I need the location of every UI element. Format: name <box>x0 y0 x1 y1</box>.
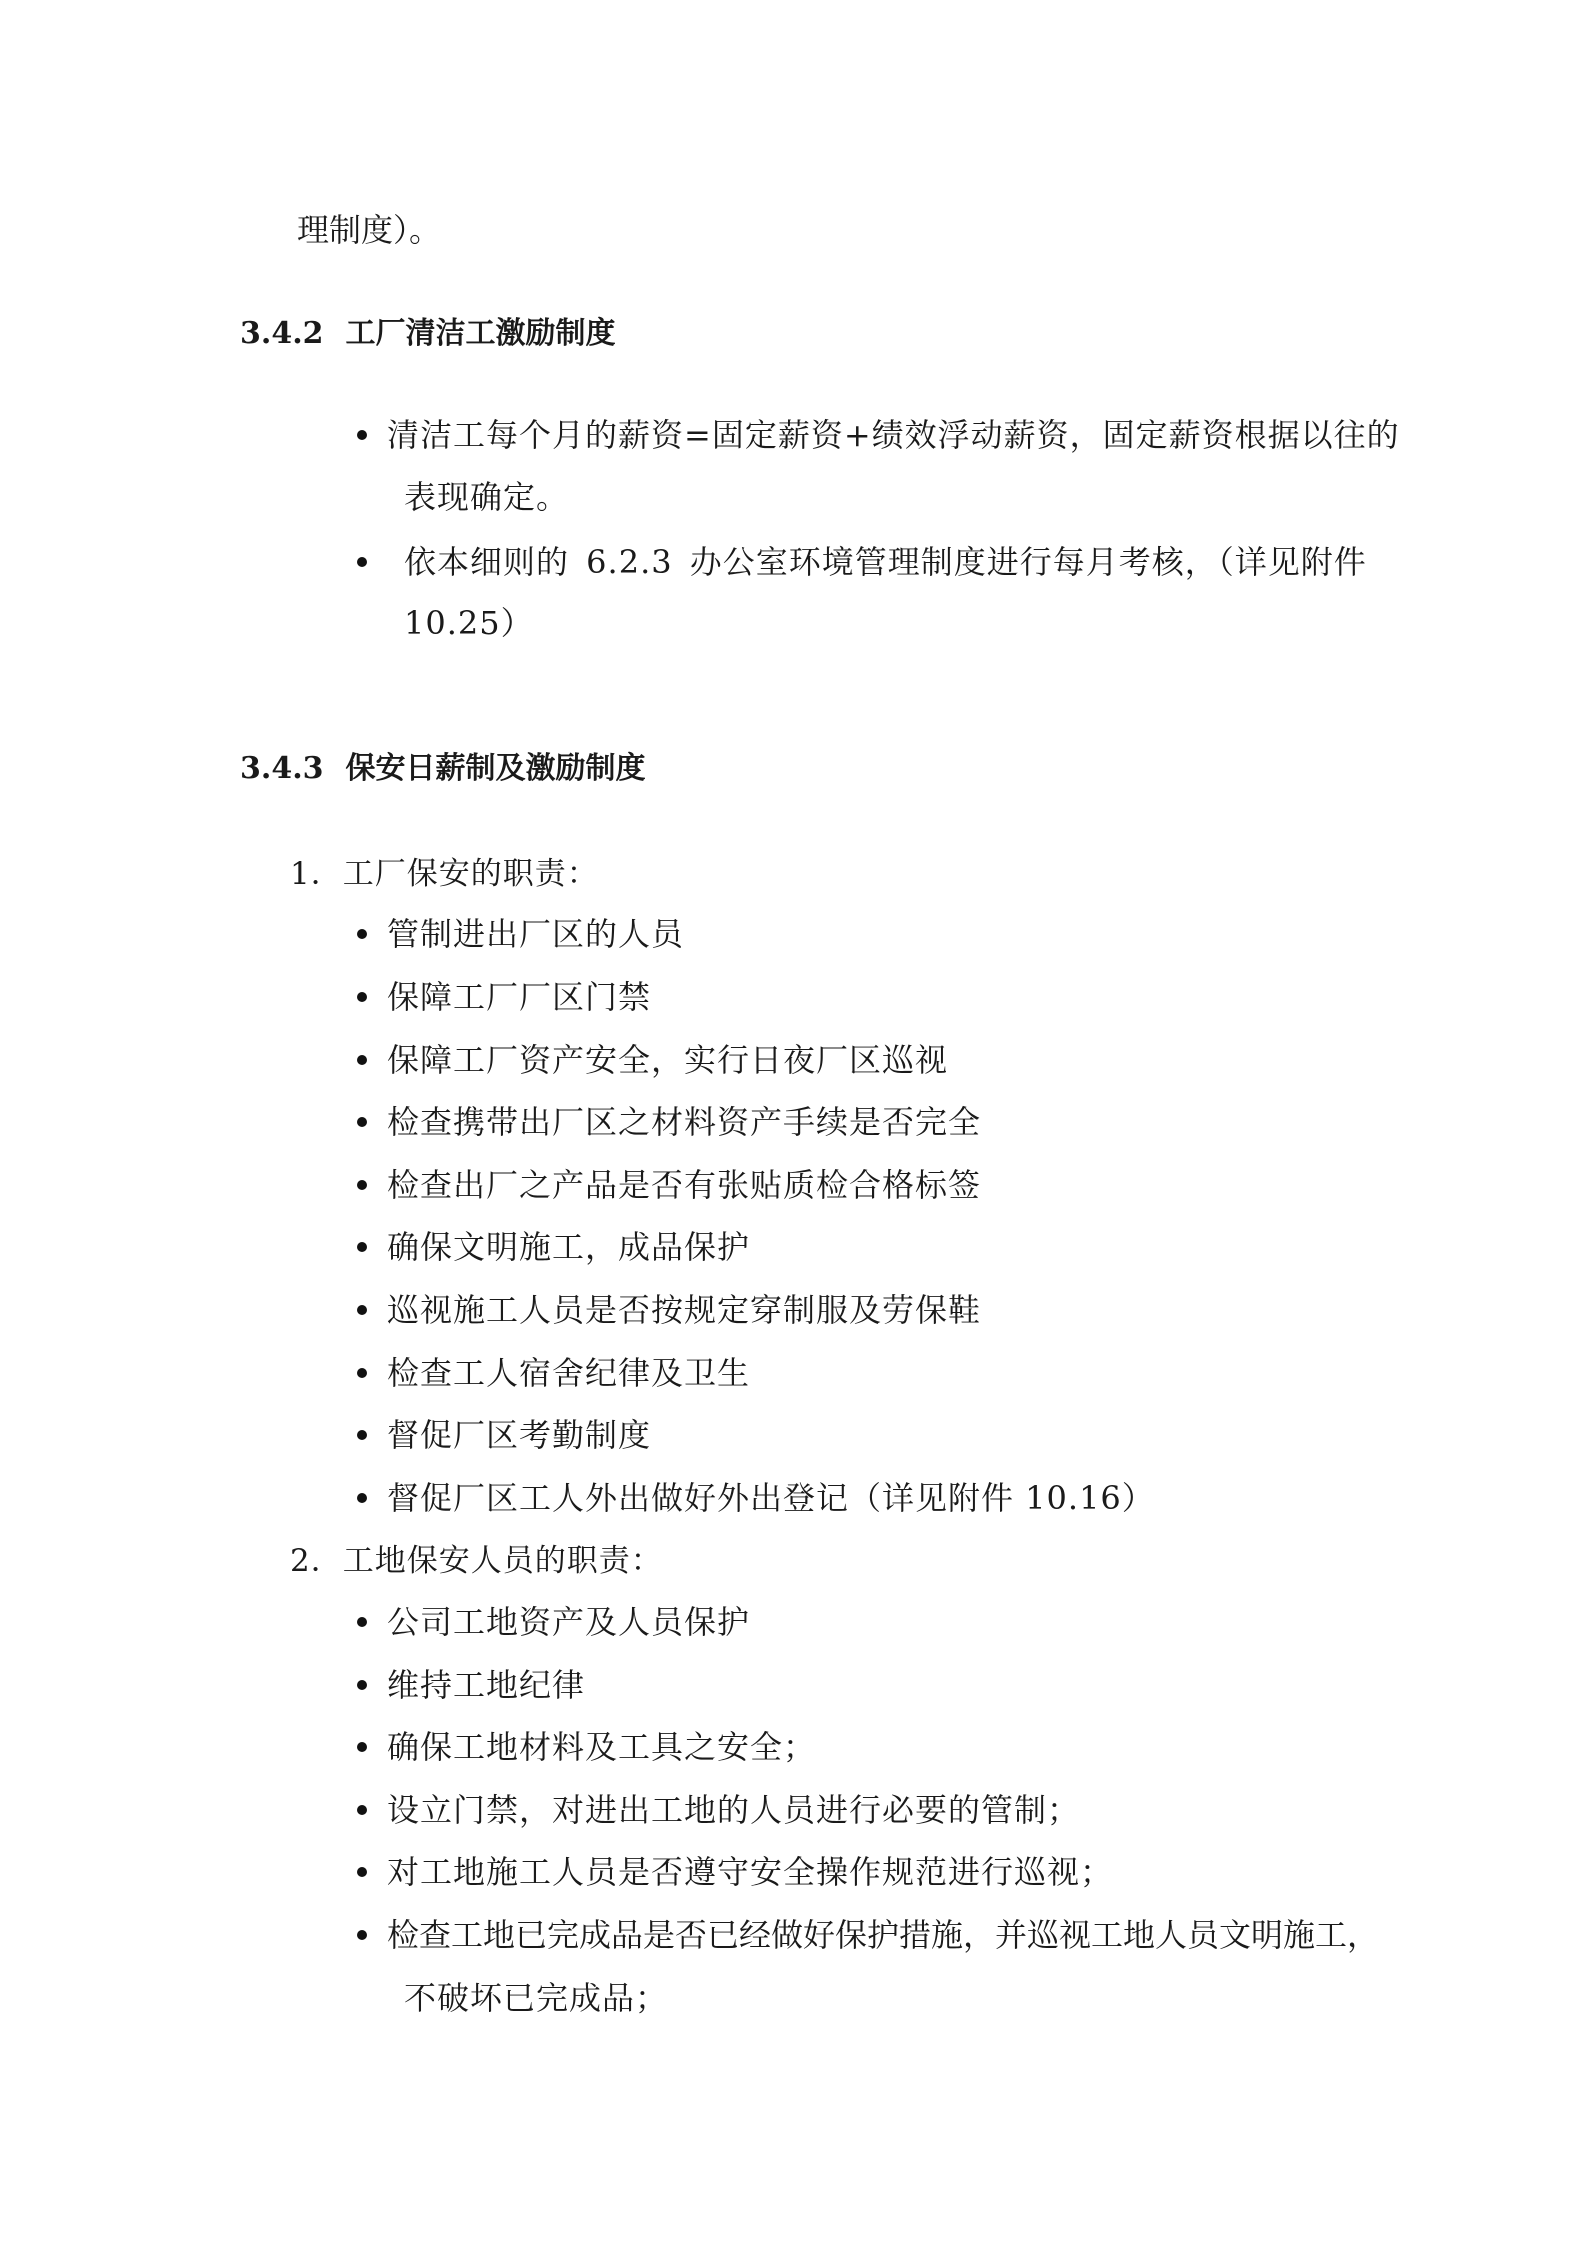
bullet-icon <box>357 1242 367 1252</box>
continuation-text: 理制度）。 <box>297 211 442 249</box>
bullet-text-line: 清洁工每个月的薪资=固定薪资+绩效浮动薪资，固定薪资根据以往的 <box>387 416 1400 454</box>
bullet-icon <box>357 557 367 567</box>
bullet-text-continuation: 表现确定。 <box>404 478 570 516</box>
list-item: 检查出厂之产品是否有张贴质检合格标签 <box>387 1166 982 1204</box>
list-item: 确保文明施工，成品保护 <box>387 1228 751 1266</box>
numbered-list-label: 1．工厂保安的职责： <box>290 856 599 892</box>
bullet-text-line: 依本细则的 6.2.3 办公室环境管理制度进行每月考核，（详见附件 <box>404 543 1367 581</box>
list-item-continuation: 不破坏已完成品； <box>404 1979 669 2017</box>
list-item: 保障工厂厂区门禁 <box>387 978 652 1016</box>
section-heading-3-4-2 <box>240 308 616 352</box>
section-number: 3.4.2 <box>240 316 324 351</box>
bullet-icon <box>357 430 367 440</box>
bullet-icon <box>357 992 367 1002</box>
list-item: 督促厂区考勤制度 <box>387 1416 652 1454</box>
list-item: 确保工地材料及工具之安全； <box>387 1728 817 1766</box>
bullet-icon <box>357 1617 367 1627</box>
bullet-icon <box>357 1305 367 1315</box>
list-item: 维持工地纪律 <box>387 1666 586 1704</box>
list-item: 巡视施工人员是否按规定穿制服及劳保鞋 <box>387 1291 982 1329</box>
list-item: 检查携带出厂区之材料资产手续是否完全 <box>387 1103 982 1141</box>
bullet-icon <box>357 1680 367 1690</box>
bullet-icon <box>357 1805 367 1815</box>
list-item: 保障工厂资产安全，实行日夜厂区巡视 <box>387 1041 949 1079</box>
bullet-icon <box>357 1930 367 1940</box>
section-title: 保安日薪制及激励制度 <box>345 751 646 786</box>
section-heading-3-4-3 <box>240 743 646 787</box>
list-item: 检查工人宿舍纪律及卫生 <box>387 1354 751 1392</box>
bullet-icon <box>357 1368 367 1378</box>
section-number: 3.4.3 <box>240 751 324 786</box>
list-item: 公司工地资产及人员保护 <box>387 1603 751 1641</box>
bullet-icon <box>357 1180 367 1190</box>
bullet-icon <box>357 1117 367 1127</box>
bullet-icon <box>357 1055 367 1065</box>
bullet-icon <box>357 929 367 939</box>
section-title: 工厂清洁工激励制度 <box>345 316 616 351</box>
bullet-icon <box>357 1867 367 1877</box>
list-item: 督促厂区工人外出做好外出登记（详见附件 10.16） <box>387 1479 1155 1517</box>
numbered-list-label: 2．工地保安人员的职责： <box>290 1543 663 1579</box>
list-item: 对工地施工人员是否遵守安全操作规范进行巡视； <box>387 1853 1114 1891</box>
bullet-icon <box>357 1430 367 1440</box>
list-item: 管制进出厂区的人员 <box>387 915 685 953</box>
list-item: 设立门禁，对进出工地的人员进行必要的管制； <box>387 1791 1081 1829</box>
list-item: 检查工地已完成品是否已经做好保护措施，并巡视工地人员文明施工， <box>387 1916 1380 1954</box>
bullet-icon <box>357 1493 367 1503</box>
bullet-text-continuation: 10.25） <box>404 604 534 642</box>
bullet-icon <box>357 1742 367 1752</box>
